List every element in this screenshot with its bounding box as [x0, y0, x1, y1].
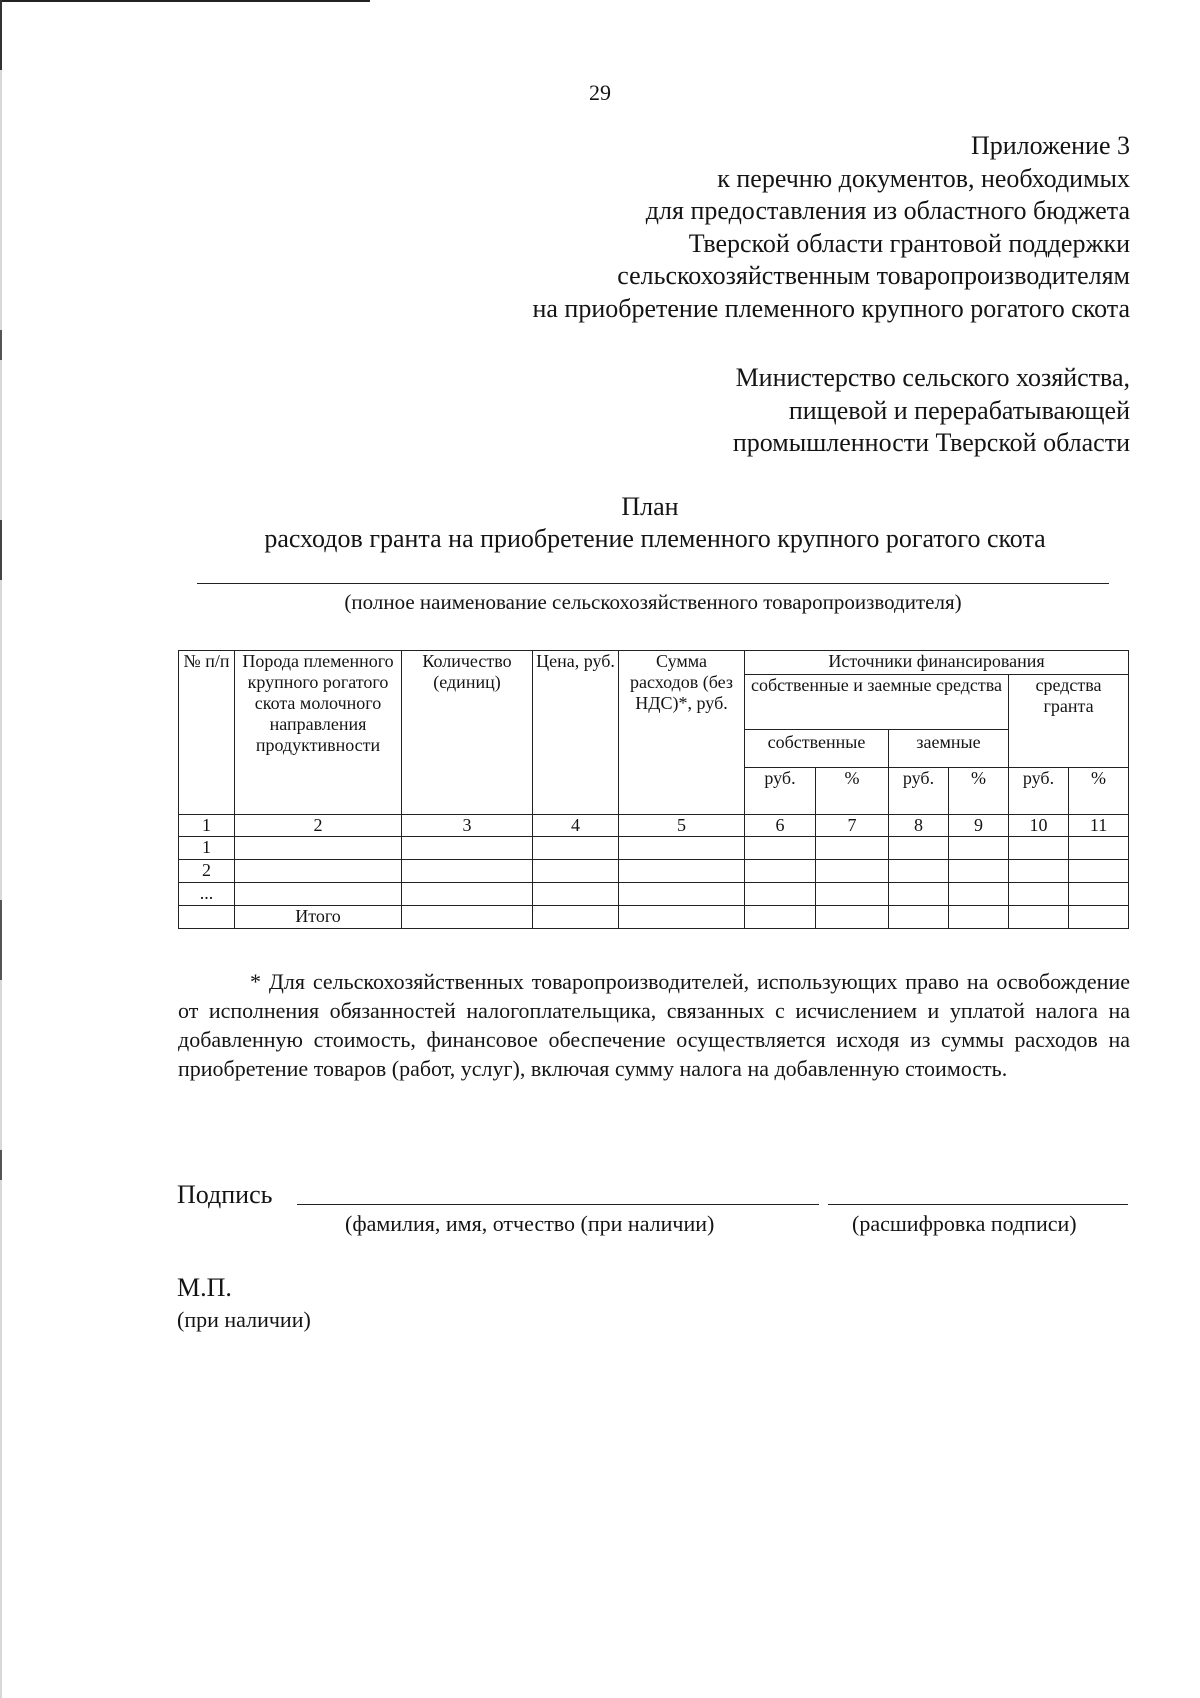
sum-cell[interactable]	[619, 883, 745, 906]
recipient-block	[733, 362, 1130, 460]
borrowed-percent-cell[interactable]	[949, 860, 1009, 883]
column-number: 6	[745, 815, 816, 837]
header-sources: Источники финансирования	[745, 651, 1129, 675]
own-percent-cell[interactable]	[816, 837, 889, 860]
header-breed: Порода племенного крупного рогатого скота молочного направления продуктивности	[235, 651, 402, 815]
grant-rub-cell[interactable]	[1009, 837, 1069, 860]
stamp-label: М.П.	[177, 1273, 232, 1302]
document-title: План	[621, 492, 679, 521]
borrowed-percent-cell[interactable]	[949, 837, 1009, 860]
price-cell[interactable]	[533, 860, 619, 883]
column-number: 10	[1009, 815, 1069, 837]
borrowed-percent-cell[interactable]	[949, 883, 1009, 906]
producer-name-field[interactable]	[197, 583, 1109, 584]
quantity-cell[interactable]	[402, 860, 533, 883]
table-row	[179, 883, 1129, 906]
price-cell[interactable]	[533, 883, 619, 906]
sum-cell[interactable]	[619, 860, 745, 883]
quantity-cell[interactable]	[402, 906, 533, 929]
header-grant-funds: средства гранта	[1009, 675, 1129, 768]
stamp-note: (при наличии)	[177, 1307, 311, 1332]
header-own-percent: %	[816, 768, 889, 815]
row-number: ...	[179, 883, 235, 906]
recipient-line: пищевой и перерабатывающей	[788, 395, 1130, 425]
own-percent-cell[interactable]	[816, 883, 889, 906]
expense-plan-table	[178, 650, 1129, 929]
header-price: Цена, руб.	[533, 651, 619, 815]
header-own: собственные	[745, 730, 889, 768]
column-number: 4	[533, 815, 619, 837]
column-number: 5	[619, 815, 745, 837]
table-row	[179, 860, 1129, 883]
appendix-line: на приобретение племенного крупного рогатого скота	[532, 293, 1130, 323]
column-number: 1	[179, 815, 235, 837]
header-quantity: Количество (единиц)	[402, 651, 533, 815]
scan-edge-mark	[0, 1150, 2, 1180]
signature-label: Подпись	[177, 1180, 273, 1209]
header-borrowed-percent: %	[949, 768, 1009, 815]
breed-cell[interactable]	[235, 860, 402, 883]
borrowed-rub-cell[interactable]	[889, 837, 949, 860]
header-own-and-borrowed: собственные и заемные средства	[745, 675, 1009, 730]
grant-percent-cell[interactable]	[1069, 860, 1129, 883]
column-number-row	[179, 815, 1129, 837]
column-number: 3	[402, 815, 533, 837]
quantity-cell[interactable]	[402, 883, 533, 906]
document-subtitle: расходов гранта на приобретение племенного крупного рогатого скота	[264, 524, 1046, 553]
grant-percent-cell[interactable]	[1069, 883, 1129, 906]
grant-percent-cell[interactable]	[1069, 906, 1129, 929]
scan-edge-mark	[0, 900, 2, 980]
borrowed-percent-cell[interactable]	[949, 906, 1009, 929]
own-rub-cell[interactable]	[745, 883, 816, 906]
appendix-line: для предоставления из областного бюджета	[645, 196, 1130, 225]
borrowed-rub-cell[interactable]	[889, 860, 949, 883]
grant-rub-cell[interactable]	[1009, 860, 1069, 883]
header-grant-percent: %	[1069, 768, 1129, 815]
own-rub-cell[interactable]	[745, 837, 816, 860]
appendix-line: Приложение 3	[970, 131, 1130, 160]
recipient-line: промышленности Тверской области	[732, 428, 1130, 457]
appendix-line: сельскохозяйственным товаропроизводителям	[617, 261, 1130, 290]
signature-decode-field[interactable]	[828, 1204, 1128, 1205]
price-cell[interactable]	[533, 906, 619, 929]
sum-cell[interactable]	[619, 837, 745, 860]
footnote-text: * Для сельскохозяйственных товаропроизводителей, использующих право на освобождение от исполнения обязанностей налогоплательщика, связанных с исчислением и уплатой налога на добавленную стоимость, финансовое обеспечение осуществляется исходя из суммы расходов на приобретение товаров (работ, услуг), включая сумму налога на добавленную стоимость.	[178, 969, 1130, 1081]
borrowed-rub-cell[interactable]	[889, 883, 949, 906]
grant-percent-cell[interactable]	[1069, 837, 1129, 860]
signature-decode-caption: (расшифровка подписи)	[852, 1211, 1077, 1236]
appendix-line: к перечню документов, необходимых	[717, 163, 1130, 193]
column-number: 11	[1069, 815, 1129, 837]
appendix-line: Тверской области грантовой поддержки	[688, 228, 1130, 258]
scan-edge-top	[0, 0, 370, 2]
own-percent-cell[interactable]	[816, 860, 889, 883]
scan-edge-mark	[0, 0, 2, 70]
recipient-line: Министерство сельского хозяйства,	[735, 363, 1130, 392]
signature-field[interactable]	[297, 1204, 819, 1205]
scan-edge-left	[0, 0, 2, 1698]
producer-name-caption: (полное наименование сельскохозяйственного товаропроизводителя)	[344, 590, 962, 614]
row-number: 1	[179, 837, 235, 860]
own-percent-cell[interactable]	[816, 906, 889, 929]
breed-cell[interactable]	[235, 883, 402, 906]
own-rub-cell[interactable]	[745, 906, 816, 929]
header-borrowed-rub: руб.	[889, 768, 949, 815]
column-number: 7	[816, 815, 889, 837]
row-number: 2	[179, 860, 235, 883]
header-sum: Сумма расходов (без НДС)*, руб.	[619, 651, 745, 815]
table-total-row	[179, 906, 1129, 929]
header-grant-rub: руб.	[1009, 768, 1069, 815]
signature-name-caption: (фамилия, имя, отчество (при наличии)	[345, 1211, 715, 1236]
quantity-cell[interactable]	[402, 837, 533, 860]
grant-rub-cell[interactable]	[1009, 906, 1069, 929]
price-cell[interactable]	[533, 837, 619, 860]
column-number: 8	[889, 815, 949, 837]
borrowed-rub-cell[interactable]	[889, 906, 949, 929]
page-number: 29	[589, 80, 611, 105]
scan-edge-mark	[0, 330, 2, 360]
total-label: Итого	[235, 906, 402, 929]
own-rub-cell[interactable]	[745, 860, 816, 883]
row-number	[179, 906, 235, 929]
sum-cell[interactable]	[619, 906, 745, 929]
vat-footnote	[178, 967, 1130, 1083]
column-number: 2	[235, 815, 402, 837]
header-own-rub: руб.	[745, 768, 816, 815]
header-no: № п/п	[179, 651, 235, 815]
header-borrowed: заемные	[889, 730, 1009, 768]
column-number: 9	[949, 815, 1009, 837]
grant-rub-cell[interactable]	[1009, 883, 1069, 906]
appendix-header	[532, 130, 1130, 325]
breed-cell[interactable]	[235, 837, 402, 860]
table-row	[179, 837, 1129, 860]
